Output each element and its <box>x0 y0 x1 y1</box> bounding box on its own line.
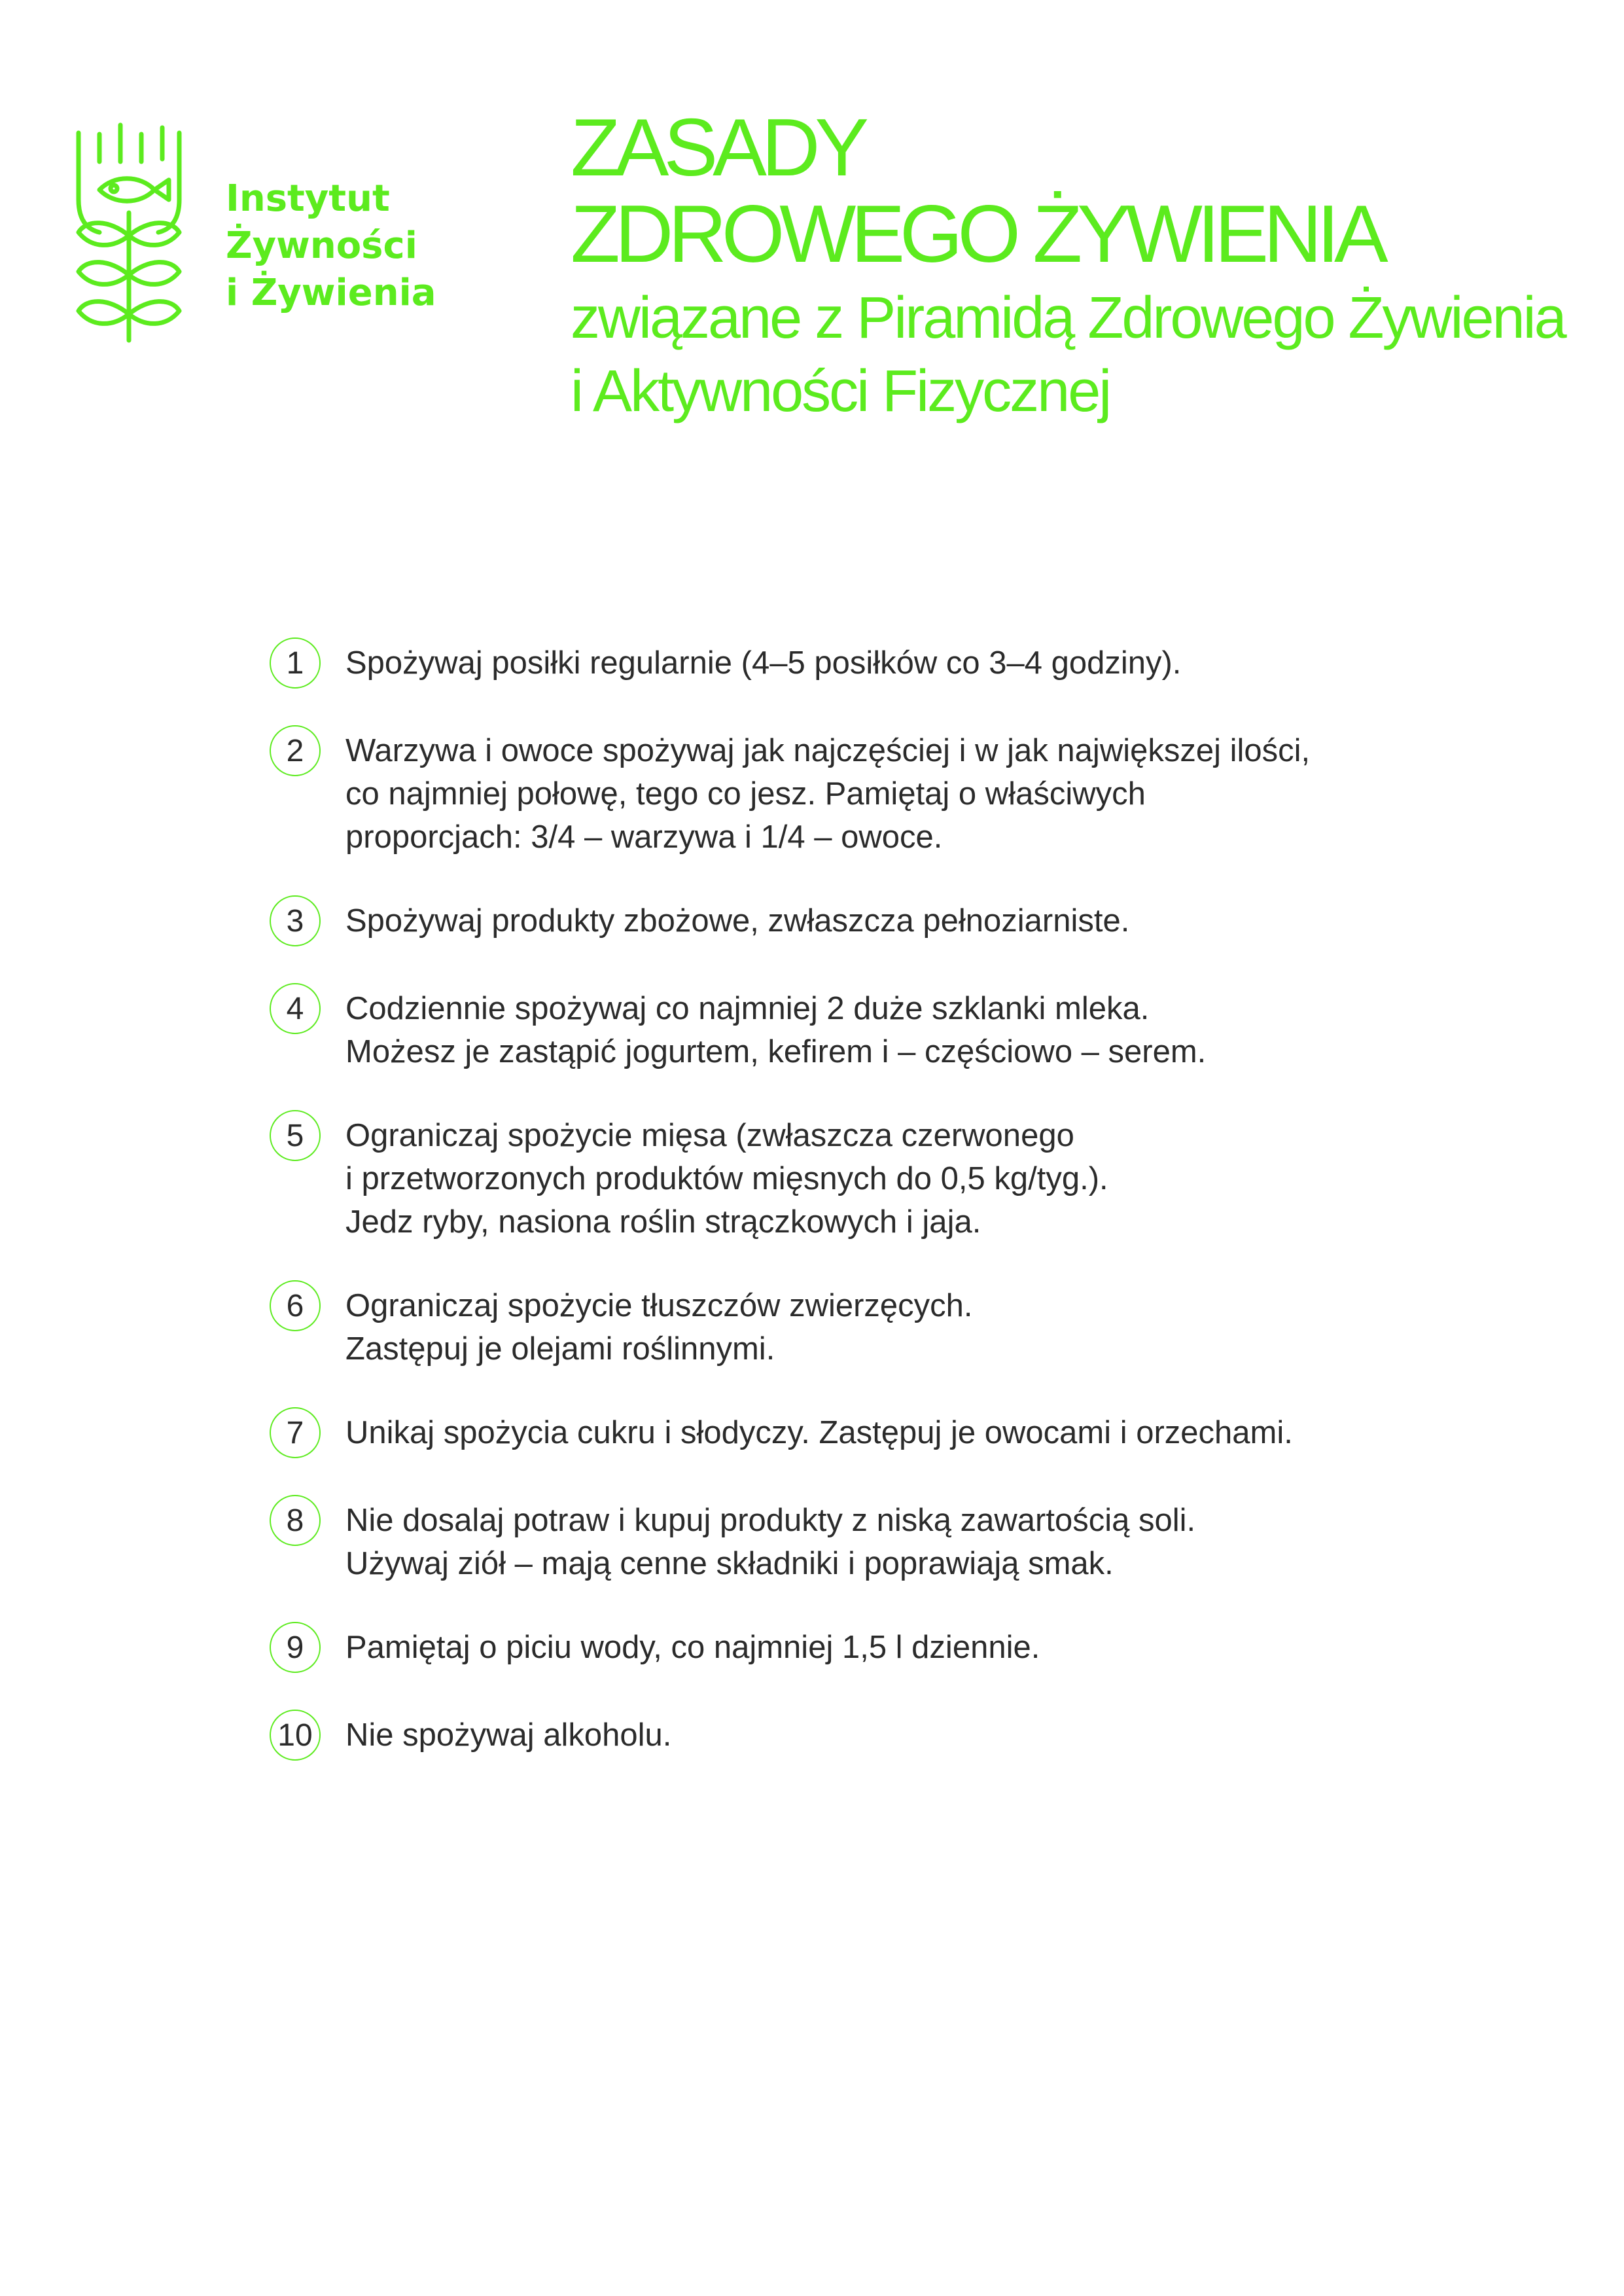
rule-item <box>270 729 1513 859</box>
rule-number-badge: 6 <box>270 1280 321 1331</box>
page-title-line: ZASADY <box>571 103 864 193</box>
rule-text-line: Spożywaj produkty zbożowe, zwłaszcza pełnoziarniste. <box>345 903 1130 939</box>
rule-text <box>345 899 1129 942</box>
rules-list <box>270 641 1513 1801</box>
rule-text <box>345 1713 671 1757</box>
rule-text <box>345 1626 1040 1669</box>
rule-text-line: Jedz ryby, nasiona roślin strączkowych i jaja. <box>345 1204 981 1240</box>
rule-text-line: Nie dosalaj potraw i kupuj produkty z niską zawartością soli. <box>345 1503 1196 1538</box>
page-header <box>571 105 1591 428</box>
rule-item <box>270 1114 1513 1244</box>
rule-item <box>270 1284 1513 1371</box>
rule-text <box>345 1114 1108 1244</box>
rule-number-badge: 4 <box>270 983 321 1034</box>
rule-number-badge: 10 <box>270 1710 321 1761</box>
rule-text <box>345 641 1181 685</box>
page-title-line: ZDROWEGO ŻYWIENIA <box>571 189 1383 279</box>
rule-number-badge: 7 <box>270 1407 321 1458</box>
rule-text-line: Nie spożywaj alkoholu. <box>345 1717 672 1753</box>
rule-item <box>270 899 1513 946</box>
rule-text <box>345 987 1206 1073</box>
page-subtitle <box>571 281 1591 428</box>
rule-text-line: Ograniczaj spożycie tłuszczów zwierzęcych. <box>345 1288 973 1323</box>
rule-text-line: Warzywa i owoce spożywaj jak najczęściej i w jak największej ilości, <box>345 733 1311 768</box>
rule-text-line: i przetworzonych produktów mięsnych do 0,5 kg/tyg.). <box>345 1161 1108 1196</box>
rule-text-line: Codziennie spożywaj co najmniej 2 duże szklanki mleka. <box>345 991 1150 1026</box>
rule-number-badge: 5 <box>270 1110 321 1161</box>
rule-number-badge: 8 <box>270 1495 321 1546</box>
institute-name-line: Żywności <box>226 224 417 267</box>
rule-item <box>270 1411 1513 1458</box>
institute-name <box>226 175 461 317</box>
rule-item <box>270 1626 1513 1673</box>
rule-text-line: proporcjach: 3/4 – warzywa i 1/4 – owoce. <box>345 819 943 855</box>
rule-number-badge: 1 <box>270 637 321 689</box>
rule-text <box>345 1284 973 1371</box>
rule-item <box>270 1713 1513 1761</box>
rule-text-line: Pamiętaj o piciu wody, co najmniej 1,5 l dziennie. <box>345 1630 1040 1665</box>
rule-text <box>345 729 1310 859</box>
rule-text-line: Używaj ziół – mają cenne składniki i poprawiają smak. <box>345 1546 1114 1581</box>
page-subtitle-line: i Aktywności Fizycznej <box>571 359 1110 424</box>
institute-name-line: Instytut <box>226 177 390 220</box>
rule-text-line: Spożywaj posiłki regularnie (4–5 posiłków co 3–4 godziny). <box>345 645 1182 681</box>
institute-name-line: i Żywienia <box>226 272 436 314</box>
rule-item <box>270 987 1513 1073</box>
rule-item <box>270 1499 1513 1585</box>
rule-text-line: Możesz je zastąpić jogurtem, kefirem i – częściowo – serem. <box>345 1034 1207 1069</box>
rule-text <box>345 1411 1293 1454</box>
rule-text <box>345 1499 1195 1585</box>
rule-number-badge: 3 <box>270 895 321 946</box>
page-subtitle-line: związane z Piramidą Zdrowego Żywienia <box>571 285 1565 351</box>
rule-number-badge: 2 <box>270 725 321 776</box>
rule-text-line: Zastępuj je olejami roślinnymi. <box>345 1331 775 1367</box>
rule-text-line: Ograniczaj spożycie mięsa (zwłaszcza czerwonego <box>345 1118 1074 1153</box>
rule-text-line: co najmniej połowę, tego co jesz. Pamiętaj o właściwych <box>345 776 1146 812</box>
rule-number-badge: 9 <box>270 1622 321 1673</box>
rule-item <box>270 641 1513 689</box>
institute-logo-icon <box>73 121 185 344</box>
rule-text-line: Unikaj spożycia cukru i słodyczy. Zastępuj je owocami i orzechami. <box>345 1415 1293 1450</box>
